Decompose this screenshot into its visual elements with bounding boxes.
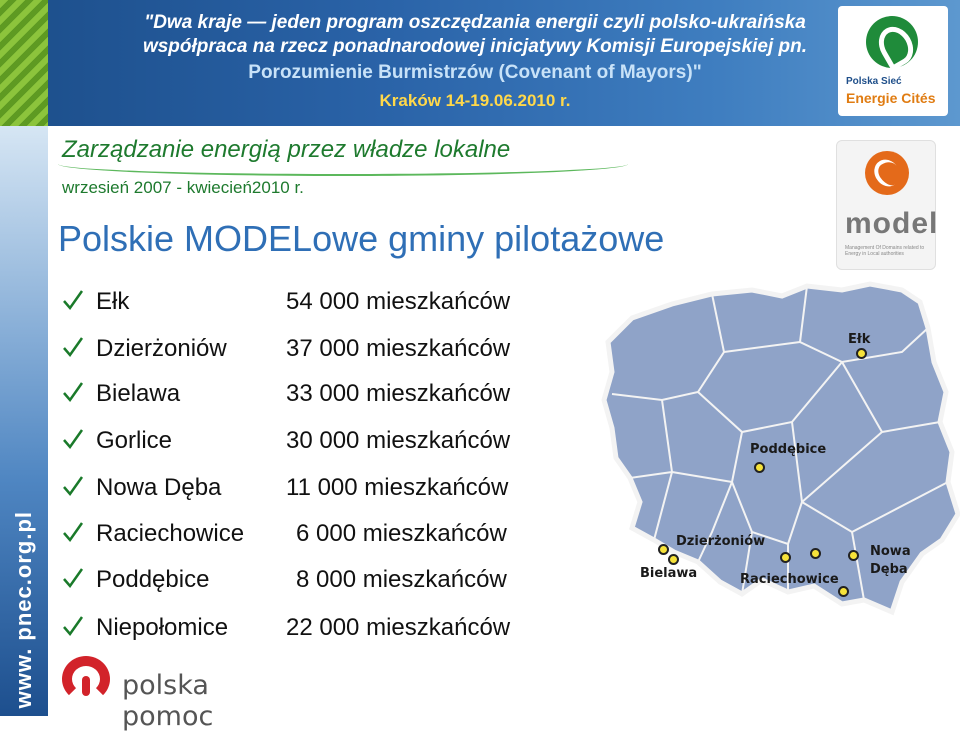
side-url: www. pnec.org.pl: [11, 510, 36, 708]
map-marker-niepolomice: [780, 552, 791, 563]
checkmark-icon: [62, 335, 84, 359]
map-label-nowa: Nowa: [870, 544, 911, 559]
pnec-logo-line-2: Energie Cités: [846, 90, 936, 106]
map-label-dzierzoniow: Dzierżoniów: [676, 534, 766, 549]
map-marker-nowa-deba: [848, 550, 859, 561]
banner-date-location: Kraków 14-19.06.2010 r.: [379, 91, 571, 110]
town-name: Poddębice: [96, 566, 210, 593]
checkmark-icon: [62, 474, 84, 498]
polska-pomoc-logo: [60, 652, 300, 732]
pnec-emblem-icon: [866, 16, 918, 68]
map-label-deba: Dęba: [870, 562, 908, 577]
town-name: Raciechowice: [96, 520, 245, 547]
map-marker-elk: [856, 348, 867, 359]
list-item: [62, 284, 562, 324]
checkmark-icon: [62, 566, 84, 590]
town-name: Nowa Dęba: [96, 474, 222, 501]
town-population: 37 000 mieszkańców: [286, 335, 511, 362]
pnec-logo-line-1: Polska Sieć: [846, 76, 902, 87]
project-dates: wrzesień 2007 - kwiecień2010 r.: [62, 178, 304, 197]
checkmark-icon: [62, 288, 84, 312]
town-name: Ełk: [96, 288, 130, 315]
map-marker-gorlice: [838, 586, 849, 597]
banner-title-line-3: Porozumienie Burmistrzów (Covenant of Mayors)": [248, 62, 702, 83]
side-url-container: [0, 126, 48, 716]
list-item: [62, 376, 562, 416]
map-label-raciechowice: Raciechowice: [740, 572, 839, 587]
banner-title-line-2: współpraca na rzecz ponadnarodowej inicjatywy Komisji Europejskiej pn.: [142, 36, 808, 57]
town-name: Niepołomice: [96, 614, 229, 641]
model-logo-word: model: [845, 207, 939, 240]
pnec-logo: [838, 6, 948, 116]
list-item: [62, 423, 562, 463]
slide-title: Polskie MODELowe gminy pilotażowe: [58, 218, 665, 259]
model-logo-tagline: Management Of Domains related to Energy in Local authorities: [845, 245, 925, 257]
checkmark-icon: [62, 380, 84, 404]
town-population: 11 000 mieszkańców: [286, 474, 509, 501]
subtitle: Zarządzanie energią przez władze lokalne: [62, 136, 511, 163]
banner-title-line-1: "Dwa kraje — jeden program oszczędzania energii czyli polsko-ukraińska: [144, 12, 806, 33]
map-label-elk: Ełk: [848, 332, 871, 347]
map-marker-raciechowice: [810, 548, 821, 559]
town-name: Gorlice: [96, 427, 173, 454]
map-label-bielawa: Bielawa: [640, 566, 698, 581]
town-population: 54 000 mieszkańców: [286, 288, 511, 315]
map-marker-bielawa: [668, 554, 679, 565]
town-name: Bielawa: [96, 380, 181, 407]
list-item: [62, 516, 562, 556]
checkmark-icon: [62, 614, 84, 638]
town-population: 6 000 mieszkańców: [296, 520, 507, 547]
map-marker-poddebice: [754, 462, 765, 473]
checkmark-icon: [62, 427, 84, 451]
list-item: [62, 562, 562, 602]
town-population: 33 000 mieszkańców: [286, 380, 511, 407]
checkmark-icon: [62, 520, 84, 544]
town-population: 22 000 mieszkańców: [286, 614, 511, 641]
town-population: 8 000 mieszkańców: [296, 566, 507, 593]
town-name: Dzierżoniów: [96, 335, 227, 362]
list-item: [62, 331, 562, 371]
model-emblem-icon: [865, 151, 909, 195]
list-item: [62, 470, 562, 510]
town-population: 30 000 mieszkańców: [286, 427, 511, 454]
model-logo: [836, 140, 939, 270]
map-marker-dzierzoniow: [658, 544, 669, 555]
list-item: [62, 610, 562, 650]
poland-map: [602, 282, 960, 622]
polska-pomoc-text: polska pomoc: [122, 670, 214, 732]
polska-pomoc-emblem-icon: [62, 656, 110, 702]
map-label-poddebice: Poddębice: [750, 442, 827, 457]
banner-stripes: [0, 0, 48, 126]
